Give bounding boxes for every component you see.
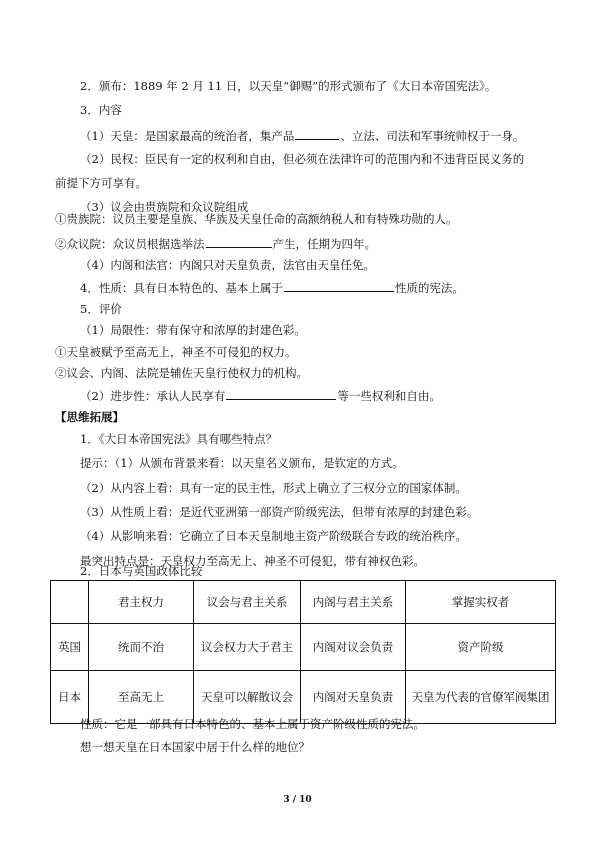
- fill-blank: [226, 388, 336, 400]
- text-line: （2）进步性：承认人民享有 等一些权利和自由。: [80, 389, 441, 403]
- text-line: 性质：它是一部具有日本特色的、基本上属于资产阶级性质的宪法。: [80, 717, 425, 731]
- table-row: [51, 671, 556, 724]
- question-line: 想一想天皇在日本国家中居于什么样的地位？: [80, 740, 310, 754]
- table-cell: 资产阶级: [406, 624, 556, 671]
- text-line: ①天皇被赋予至高无上，神圣不可侵犯的权力。: [55, 345, 297, 359]
- fill-blank: [206, 236, 272, 248]
- text-line: ①贵族院：议员主要是皇族、华族及天皇任命的高额纳税人和有特殊功勋的人。: [55, 212, 458, 226]
- table-cell: 天皇可以解散议会: [194, 671, 301, 724]
- table-header-cell: 掌握实权者: [406, 581, 556, 624]
- table-header-cell: [51, 581, 89, 624]
- table-header-cell: 内阁与君主关系: [301, 581, 406, 624]
- text-line: 2．颁布：1889 年 2 月 11 日，以天皇“御赐”的形式颁布了《大日本帝国宪法》。: [80, 79, 497, 93]
- comparison-table: [50, 580, 556, 724]
- text-line: （4）内阁和法官：内阁只对天皇负责，法官由天皇任免。: [80, 258, 375, 272]
- table-header-row: [51, 581, 556, 624]
- table-cell: 天皇为代表的官僚军阀集团: [406, 671, 556, 724]
- table-cell: 统而不治: [89, 624, 194, 671]
- text-line: （3）从性质上看：是近代亚洲第一部资产阶级宪法，但带有浓厚的封建色彩。: [80, 505, 479, 519]
- table-cell: 英国: [51, 624, 89, 671]
- text-line: 提示：（1）从颁布背景来看：以天皇名义颁布，是钦定的方式。: [80, 456, 404, 470]
- table-header-cell: 君主权力: [89, 581, 194, 624]
- text-line: 最突出特点是：天皇权力至高无上、神圣不可侵犯，带有神权色彩。: [80, 554, 425, 568]
- fill-blank: [295, 128, 339, 140]
- table-header-cell: 议会与君主关系: [194, 581, 301, 624]
- fill-blank: [284, 280, 394, 292]
- text-line: （3）议会由贵族院和众议院组成: [80, 200, 249, 214]
- question-line: 1．《大日本帝国宪法》具有哪些特点？: [80, 432, 278, 446]
- text-line: 前提下方可享有。: [55, 176, 147, 190]
- section-heading: 2．日本与英国政体比较: [80, 564, 203, 578]
- text-line: ②议会、内阁、法院是辅佐天皇行使权力的机构。: [55, 366, 308, 380]
- section-heading: 5．评价: [80, 302, 122, 316]
- text-line: （4）从影响来看：它确立了日本天皇制地主资产阶级联合专政的统治秩序。: [80, 529, 467, 543]
- text-line: （1）局限性：带有保守和浓厚的封建色彩。: [80, 323, 306, 337]
- table-cell: 日本: [51, 671, 89, 724]
- table-cell: 内阁对议会负责: [301, 624, 406, 671]
- table-cell: 议会权力大于君主: [194, 624, 301, 671]
- text-line: （1）天皇：是国家最高的统治者，集产品 、立法、司法和军事统帅权于一身。: [80, 129, 525, 143]
- section-heading: 【思维拓展】: [55, 410, 124, 424]
- page-number: 3 / 10: [283, 795, 312, 805]
- table-cell: 至高无上: [89, 671, 194, 724]
- table-row: [51, 624, 556, 671]
- section-heading: 3．内容: [80, 103, 122, 117]
- text-line: ②众议院：众议员根据选举法 产生，任期为四年。: [55, 237, 376, 251]
- table-cell: 内阁对天皇负责: [301, 671, 406, 724]
- text-line: （2）从内容上看：具有一定的民主性，形式上确立了三权分立的国家体制。: [80, 481, 467, 495]
- text-line: （2）民权：臣民有一定的权利和自由，但必须在法律许可的范围内和不违背臣民义务的: [80, 152, 525, 166]
- text-line: 4．性质：具有日本特色的、基本上属于 性质的宪法。: [80, 281, 464, 295]
